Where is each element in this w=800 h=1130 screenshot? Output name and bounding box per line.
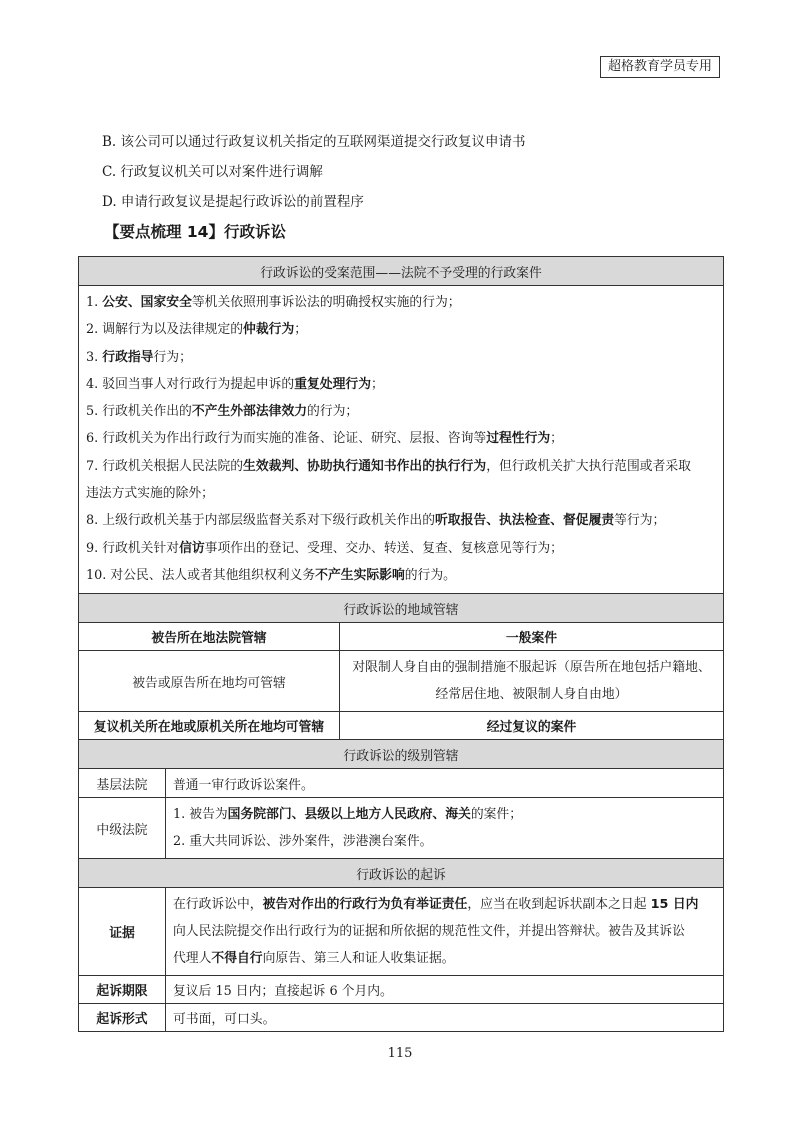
text-segment: 的案件； — [470, 807, 522, 823]
text-segment: 8. 上级行政机关基于内部层级监督关系对下级行政机关作出的 — [86, 513, 435, 529]
text-segment: ； — [550, 431, 563, 447]
text-segment: 向人民法院提交作出行政行为的证据和所依据的规范性文件，并提出答辩状。被告及其诉讼 — [173, 924, 685, 940]
evidence-text — [166, 888, 724, 976]
text-segment: 向原告、第三人和证人收集证据。 — [262, 951, 455, 967]
form-label: 起诉形式 — [79, 1004, 166, 1032]
text-segment: ，但行政机关扩大执行范围或者采取 — [486, 458, 691, 474]
text-segment: ，应当在收到起诉状副本之日起 — [467, 897, 651, 913]
scope-item — [86, 425, 716, 452]
territorial-row1-right-line2: 经常居住地、被限制人身自由地） — [435, 687, 628, 703]
scope-list — [79, 286, 724, 594]
level-basic-label: 基层法院 — [79, 769, 166, 798]
bold-term: 国务院部门、县级以上地方人民政府、海关 — [227, 807, 471, 823]
level-mid-label: 中级法院 — [79, 798, 166, 859]
page-number: 115 — [387, 1046, 413, 1061]
bold-term: 行政指导 — [102, 349, 154, 365]
text-segment: 4. 驳回当事人对行政行为提起申诉的 — [86, 376, 295, 392]
territorial-row1-right-line1: 对限制人身自由的强制措施不服起诉（原告所在地包括户籍地、 — [352, 660, 711, 676]
scope-item — [86, 480, 716, 507]
text-segment: 等机关依照刑事诉讼法的明确授权实施的行为； — [191, 295, 461, 310]
text-segment: 代理人 — [173, 951, 212, 967]
text-segment: 1. 被告为 — [173, 807, 228, 823]
text-segment: 3. — [86, 349, 103, 365]
bold-term: 不得自行 — [211, 951, 263, 967]
evidence-label: 证据 — [79, 888, 166, 976]
level-title: 行政诉讼的级别管辖 — [79, 740, 724, 769]
text-segment: 行为； — [153, 349, 192, 365]
section-title: 【要点梳理 14】行政诉讼 — [104, 223, 286, 241]
scope-item — [86, 453, 716, 480]
admin-litigation-table — [78, 256, 724, 1032]
text-segment: 在行政诉讼中， — [173, 897, 263, 913]
bold-term: 不产生实际影响 — [315, 567, 405, 583]
bold-term: 信访 — [179, 540, 205, 556]
text-segment: 9. 行政机关针对 — [86, 540, 180, 556]
bold-term: 重复处理行为 — [294, 376, 372, 392]
filing-title: 行政诉讼的起诉 — [79, 859, 724, 888]
form-text: 可书面，可口头。 — [166, 1004, 724, 1032]
period-text: 复议后 15 日内；直接起诉 6 个月内。 — [166, 976, 724, 1004]
territorial-header-right: 一般案件 — [340, 623, 724, 651]
evidence-line-1 — [173, 891, 716, 918]
territorial-row2-left: 复议机关所在地或原机关所在地均可管辖 — [79, 712, 340, 740]
text-segment: 6. 行政机关为作出行政行为而实施的准备、论证、研究、层报、咨询等 — [86, 431, 487, 447]
text-segment: 违法方式实施的除外； — [86, 486, 214, 502]
territorial-row1-left: 被告或原告所在地均可管辖 — [79, 651, 340, 712]
option-b: B. 该公司可以通过行政复议机关指定的互联网渠道提交行政复议申请书 — [102, 134, 526, 150]
territorial-row2-right: 经过复议的案件 — [340, 712, 724, 740]
text-segment: ； — [294, 322, 308, 338]
scope-title: 行政诉讼的受案范围——法院不予受理的行政案件 — [79, 257, 724, 286]
text-segment: 2. 调解行为以及法律规定的 — [86, 322, 244, 338]
territorial-title: 行政诉讼的地域管辖 — [79, 594, 724, 623]
bold-term: 不产生外部法律效力 — [191, 404, 308, 420]
scope-item — [86, 316, 716, 343]
text-segment: 的行为。 — [404, 567, 456, 583]
text-segment: 7. 行政机关根据人民法院的 — [86, 458, 244, 474]
evidence-line-2 — [173, 918, 716, 945]
bold-term: 15 日内 — [650, 897, 699, 913]
level-basic-text: 普通一审行政诉讼案件。 — [166, 769, 724, 798]
text-segment: 10. 对公民、法人或者其他组织权利义务 — [86, 567, 316, 583]
option-c: C. 行政复议机关可以对案件进行调解 — [102, 164, 323, 180]
evidence-line-3 — [173, 945, 716, 972]
period-label: 起诉期限 — [79, 976, 166, 1004]
level-mid-line2: 2. 重大共同诉讼、涉外案件，涉港澳台案件。 — [173, 834, 433, 850]
bold-term: 公安、国家安全 — [102, 295, 192, 310]
scope-item — [86, 507, 716, 534]
scope-item — [86, 535, 716, 562]
scope-item — [86, 344, 716, 371]
bold-term: 生效裁判、协助执行通知书作出的执行行为 — [243, 458, 487, 474]
text-segment: 5. 行政机关作出的 — [86, 404, 192, 420]
bold-term: 仲裁行为 — [243, 322, 295, 338]
bold-term: 被告对作出的行政行为负有举证责任 — [262, 897, 468, 913]
text-segment: 1. — [86, 295, 103, 310]
scope-item — [86, 371, 716, 398]
header-badge: 超格教育学员专用 — [600, 56, 720, 78]
level-mid-text — [166, 798, 724, 859]
territorial-row1-right — [340, 651, 724, 712]
text-segment: 的行为； — [307, 404, 359, 420]
bold-term: 听取报告、执法检查、督促履责 — [435, 513, 615, 529]
option-d: D. 申请行政复议是提起行政诉讼的前置程序 — [102, 194, 364, 210]
scope-item — [86, 398, 716, 425]
text-segment: 等行为； — [614, 513, 666, 529]
scope-item — [86, 562, 716, 589]
bold-term: 过程性行为 — [486, 431, 551, 447]
text-segment: 事项作出的登记、受理、交办、转送、复查、复核意见等行为； — [204, 540, 563, 556]
territorial-header-left: 被告所在地法院管辖 — [79, 623, 340, 651]
scope-item — [86, 289, 716, 316]
text-segment: ； — [371, 376, 384, 392]
level-mid-line1 — [173, 801, 716, 828]
